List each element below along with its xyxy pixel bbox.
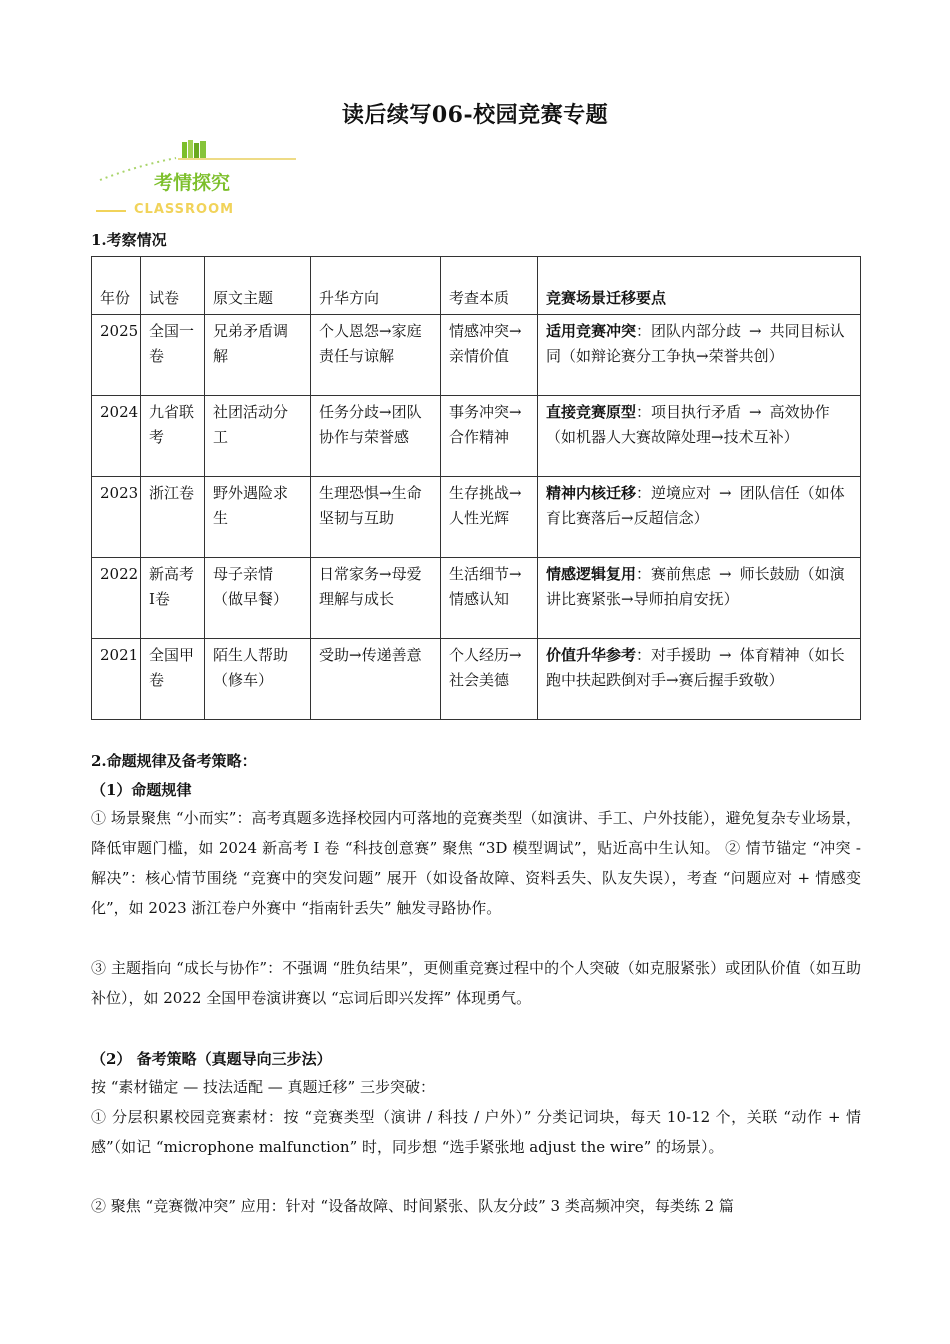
badge-title: 考情探究 (154, 172, 231, 194)
cell-essence: 情感冲突→亲情价值 (441, 315, 538, 396)
strategy-step-1: ① 分层积累校园竞赛素材：按 “竞赛类型（演讲 / 科技 / 户外）” 分类记词块，每天 10-12 个，关联 “动作 + 情感”（如记 “microphone malfunction” 时，同步想 “选手紧张地 adjust the wire” 的场景）。 (91, 1108, 861, 1156)
cell-year: 2025 (92, 315, 141, 396)
section2-heading: 2.命题规律及备考策略： (91, 752, 257, 770)
tip-right: 师长鼓励（如演讲比赛紧张→导师拍肩安抚） (546, 565, 845, 608)
cell-theme: 社团活动分工 (205, 396, 311, 477)
header-tip: 竞赛场景迁移要点 (538, 257, 861, 315)
arrow-icon: → (719, 484, 732, 502)
cell-theme: 野外遇险求生 (205, 477, 311, 558)
tip-left: ：赛前焦虑 (636, 565, 712, 583)
cell-theme: 母子亲情（做早餐） (205, 558, 311, 639)
table-row (92, 558, 861, 639)
cell-theme: 陌生人帮助（修车） (205, 639, 311, 720)
cell-tip (538, 558, 861, 639)
table-row (92, 315, 861, 396)
header-paper: 试卷 (141, 257, 205, 315)
tip-label: 精神内核迁移 (546, 484, 637, 502)
tip-right: 共同目标认同（如辩论赛分工争执→荣誉共创） (546, 322, 845, 365)
header-year: 年份 (92, 257, 141, 315)
rules-paragraph-1: ① 场景聚焦 “小而实”：高考真题多选择校园内可落地的竞赛类型（如演讲、手工、户外技能），避免复杂专业场景，降低审题门槛，如 2024 新高考 I 卷 “科技创意赛” 聚焦 “3D 模型调试”，贴近高中生认知。 ② 情节锚定 “冲突 - 解决”：核心情节围绕 “竞赛中的突发问题” 展开（如设备故障、资料丢失、队友失误），考查 “问题应对 + 情感变化”，如 2023 浙江卷户外赛中 “指南针丢失” 触发寻路协作。 (91, 809, 861, 917)
subsection-strategy-heading: （2） 备考策略（真题导向三步法） (91, 1050, 332, 1068)
cell-paper: 浙江卷 (141, 477, 205, 558)
cell-essence: 个人经历→社会美德 (441, 639, 538, 720)
header-direction: 升华方向 (311, 257, 441, 315)
classroom-badge (96, 138, 301, 220)
tip-label: 价值升华参考 (546, 646, 637, 664)
tip-right: 体育精神（如长跑中扶起跌倒对手→赛后握手致敬） (546, 646, 845, 689)
cell-year: 2024 (92, 396, 141, 477)
table-row (92, 396, 861, 477)
tip-right: 团队信任（如体育比赛落后→反超信念） (546, 484, 845, 527)
table-header-row (92, 257, 861, 315)
cell-direction: 个人恩怨→家庭责任与谅解 (311, 315, 441, 396)
cell-year: 2022 (92, 558, 141, 639)
rules-paragraph-2: ③ 主题指向 “成长与协作”：不强调 “胜负结果”，更侧重竞赛过程中的个人突破（如克服紧张）或团队价值（如互助补位），如 2022 全国甲卷演讲赛以 “忘词后即兴发挥” 体现勇气。 (91, 959, 861, 1007)
tip-label: 直接竞赛原型 (546, 403, 637, 421)
arrow-icon: → (749, 322, 762, 340)
cell-paper: 九省联考 (141, 396, 205, 477)
tip-label: 情感逻辑复用 (546, 565, 637, 583)
cell-year: 2021 (92, 639, 141, 720)
exam-table (91, 256, 861, 720)
cell-tip (538, 315, 861, 396)
cell-tip (538, 396, 861, 477)
tip-left: ：项目执行矛盾 (636, 403, 742, 421)
cell-tip (538, 477, 861, 558)
tip-label: 适用竞赛冲突 (546, 322, 637, 340)
badge-subtitle: CLASSROOM (134, 202, 235, 217)
cell-direction: 生理恐惧→生命坚韧与互助 (311, 477, 441, 558)
cell-theme: 兄弟矛盾调解 (205, 315, 311, 396)
arrow-icon: → (719, 646, 732, 664)
tip-left: ：逆境应对 (636, 484, 712, 502)
cell-essence: 事务冲突→合作精神 (441, 396, 538, 477)
strategy-step-2: ② 聚焦 “竞赛微冲突” 应用：针对 “设备故障、时间紧张、队友分歧” 3 类高频冲突，每类练 2 篇 (91, 1197, 734, 1215)
subsection-rules-heading: （1）命题规律 (91, 781, 192, 799)
cell-paper: 全国一卷 (141, 315, 205, 396)
cell-direction: 日常家务→母爱理解与成长 (311, 558, 441, 639)
table-row (92, 477, 861, 558)
cell-paper: 新高考I卷 (141, 558, 205, 639)
arrow-icon: → (719, 565, 732, 583)
arrow-icon: → (749, 403, 762, 421)
tip-left: ：对手援助 (636, 646, 712, 664)
cell-tip (538, 639, 861, 720)
cell-year: 2023 (92, 477, 141, 558)
cell-direction: 受助→传递善意 (311, 639, 441, 720)
page-title: 读后续写06-校园竞赛专题 (341, 102, 609, 128)
cell-paper: 全国甲卷 (141, 639, 205, 720)
tip-left: ：团队内部分歧 (636, 322, 742, 340)
cell-essence: 生活细节→情感认知 (441, 558, 538, 639)
cell-direction: 任务分歧→团队协作与荣誉感 (311, 396, 441, 477)
strategy-intro: 按 “素材锚定 — 技法适配 — 真题迁移” 三步突破： (91, 1078, 435, 1096)
cell-essence: 生存挑战→人性光辉 (441, 477, 538, 558)
table-row (92, 639, 861, 720)
header-essence: 考查本质 (441, 257, 538, 315)
header-theme: 原文主题 (205, 257, 311, 315)
tip-right: 高效协作（如机器人大赛故障处理→技术互补） (546, 403, 830, 446)
section1-heading: 1.考察情况 (91, 231, 167, 249)
